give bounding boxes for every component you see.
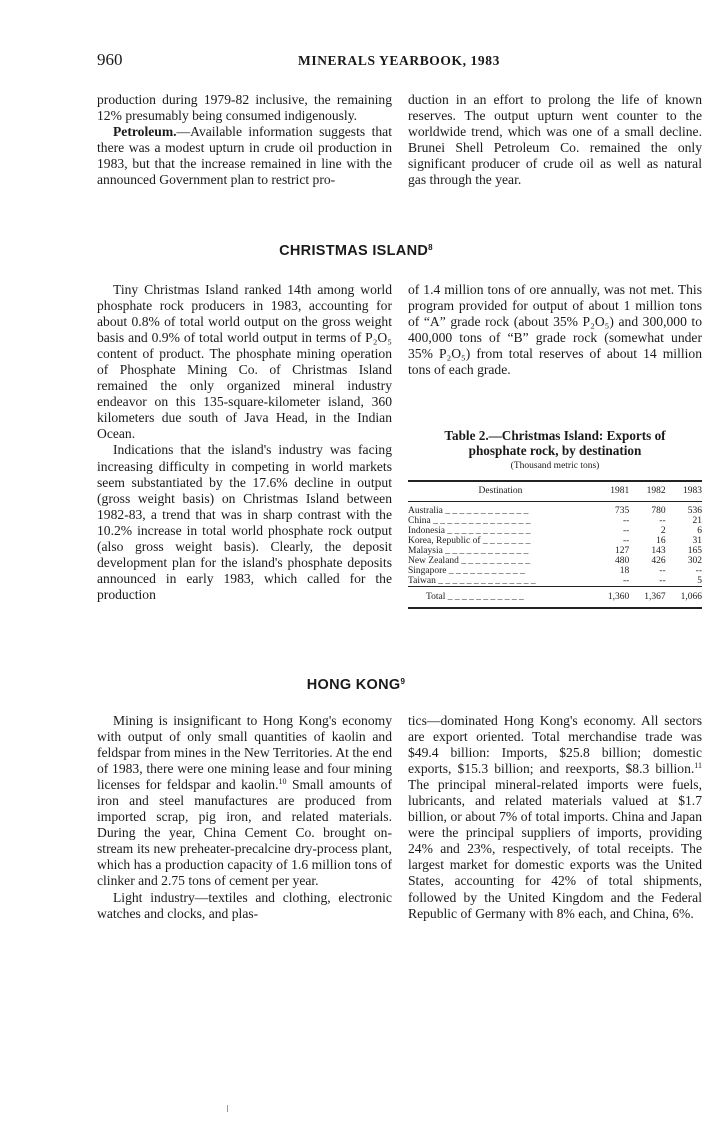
christmas-left-column bbox=[97, 282, 392, 603]
destination-cell: Taiwan _ _ _ _ _ _ _ _ _ _ _ _ _ _ bbox=[408, 576, 536, 586]
exports-table bbox=[408, 480, 702, 609]
destination-name: Australia bbox=[408, 506, 443, 516]
destination-name: New Zealand bbox=[408, 556, 459, 566]
destination-name: China bbox=[408, 516, 431, 526]
value-cell: 480 bbox=[615, 556, 630, 566]
paragraph: production during 1979-82 inclusive, the remaining 12% presumably being consumed indigenously. bbox=[97, 92, 392, 124]
value-cell: 536 bbox=[687, 506, 702, 516]
table-total-row bbox=[408, 587, 702, 609]
destination-cell: Korea, Republic of _ _ _ _ _ _ _ bbox=[408, 536, 531, 546]
total-label: Total bbox=[426, 592, 446, 602]
destination-name: Korea, Republic of bbox=[408, 536, 481, 546]
value-cell: 143 bbox=[651, 546, 666, 556]
paragraph bbox=[97, 124, 392, 188]
scan-mark bbox=[227, 1105, 228, 1112]
table-row bbox=[408, 536, 702, 546]
table-header-row bbox=[408, 481, 702, 502]
heading-text: HONG KONG bbox=[306, 677, 401, 693]
destination-cell: Indonesia _ _ _ _ _ _ _ _ _ _ _ _ bbox=[408, 526, 531, 536]
total-value: 1,066 bbox=[666, 587, 702, 609]
column-header: Destination bbox=[408, 481, 593, 502]
destination-name: Malaysia bbox=[408, 546, 443, 556]
table-row bbox=[408, 526, 702, 536]
column-header: 1981 bbox=[593, 481, 629, 502]
value-cell: 426 bbox=[651, 556, 666, 566]
footnote-ref: 8 bbox=[428, 243, 433, 252]
total-label-cell: Total _ _ _ _ _ _ _ _ _ _ _ bbox=[408, 587, 593, 609]
destination-name: Taiwan bbox=[408, 576, 436, 586]
section-heading-hong-kong bbox=[0, 677, 712, 693]
destination-cell: Australia _ _ _ _ _ _ _ _ _ _ _ _ bbox=[408, 506, 529, 516]
table-row bbox=[408, 502, 702, 517]
caption-line: phosphate rock, by destination bbox=[468, 443, 642, 458]
paragraph bbox=[97, 713, 392, 890]
paragraph: Light industry—textiles and clothing, electronic watches and clocks, and plas- bbox=[97, 889, 392, 921]
value-cell: -- bbox=[622, 536, 630, 546]
hongkong-right-column bbox=[408, 713, 702, 922]
caption-line: Table 2.—Christmas Island: Exports of bbox=[444, 428, 666, 443]
page-number: 960 bbox=[97, 50, 123, 69]
paragraph-text: —Available information suggests that there was a modest upturn in crude oil production in 1983, but that the increase remained in line with the announced Government plan to restrict pro- bbox=[97, 124, 392, 188]
paragraph-text: tics—dominated Hong Kong's economy. All sectors are export oriented. Total merchandise trade was $49.4 billion: Imports, $25.8 billion; domestic exports, $15.3 billion; and reexports, $8.3 billion. bbox=[408, 713, 702, 777]
paragraph bbox=[408, 713, 702, 922]
value-cell: -- bbox=[622, 526, 630, 536]
value-cell: 165 bbox=[687, 546, 702, 556]
column-header: 1982 bbox=[629, 481, 665, 502]
hongkong-left-column bbox=[97, 713, 392, 922]
paragraph: Tiny Christmas Island ranked 14th among world phosphate rock producers in 1983, accounting for about 0.8% of total world output on the gross weight basis and 0.9% of total world output in terms of P₂O₅ content of product. The phosphate mining operation of Phosphate Mining Co. of Christmas Island remained the only organized mineral industry endeavor on this 135-square-kilometer island, 360 kilometers due south of Java Head, in the Indian Ocean. bbox=[97, 282, 392, 442]
table-caption bbox=[408, 428, 702, 458]
value-cell: 2 bbox=[660, 526, 666, 536]
destination-cell: New Zealand _ _ _ _ _ _ _ _ _ _ bbox=[408, 556, 531, 566]
column-header: 1983 bbox=[666, 481, 702, 502]
paragraph: Indications that the island's industry was facing increasing difficulty in competing in world markets seem substantiated by the 17.6% decline in output (gross weight basis) on Christmas Island between 1982-83, a trend that was in sharp contrast with the 10.2% increase in total world phosphate rock output (also gross weight basis). Clearly, the deposit development plan for the island's phosphate deposits announced in early 1983, which called for the production bbox=[97, 442, 392, 602]
destination-cell: Malaysia _ _ _ _ _ _ _ _ _ _ _ _ bbox=[408, 546, 529, 556]
value-cell: 21 bbox=[692, 516, 702, 526]
table-unit: (Thousand metric tons) bbox=[510, 461, 600, 471]
paragraph: duction in an effort to prolong the life of known reserves. The output upturn went counter to the worldwide trend, which was one of a small decline. Brunei Shell Petroleum Co. remained the only significant producer of crude oil as well as natural gas through the year. bbox=[408, 92, 702, 188]
table-row bbox=[408, 566, 702, 576]
footnote-ref: 9 bbox=[400, 677, 406, 686]
value-cell: 5 bbox=[697, 576, 702, 586]
heading-text: CHRISTMAS ISLAND bbox=[279, 243, 429, 259]
footnote-ref: 11 bbox=[694, 761, 702, 771]
total-value: 1,360 bbox=[593, 587, 629, 609]
value-cell: 6 bbox=[697, 526, 702, 536]
destination-cell: China _ _ _ _ _ _ _ _ _ _ _ _ _ _ bbox=[408, 516, 531, 526]
value-cell: -- bbox=[659, 566, 666, 576]
paragraph-text: The principal mineral-related imports were fuels, lubricants, and related materials valued at $1.7 billion, or about 7% of total imports. China and Japan were the principal suppliers of imports, providing 24% and 23%, respectively, of total receipts. The largest market for domestic exports was the United States, accounting for 42% of total shipments, followed by the United Kingdom and the Federal Republic of Germany with 8% each, and China, 6%. bbox=[408, 777, 702, 921]
value-cell: 127 bbox=[615, 546, 630, 556]
top-left-column bbox=[97, 92, 392, 188]
value-cell: -- bbox=[622, 516, 630, 526]
destination-name: Indonesia bbox=[408, 526, 445, 536]
value-cell: 780 bbox=[651, 506, 666, 516]
value-cell: 16 bbox=[656, 536, 666, 546]
run-in-heading: Petroleum. bbox=[113, 124, 177, 140]
paragraph-text: Small amounts of iron and steel manufactures are produced from imported scrap, pig iron, and related materials. During the year, China Cement Co. brought on-stream its new preheater-precalcine dry-process plant, which has a production capacity of 1.6 million tons of clinker and 2.75 tons of cement per year. bbox=[97, 777, 393, 889]
section-heading-christmas-island bbox=[0, 243, 712, 259]
table-row bbox=[408, 516, 702, 526]
running-title: MINERALS YEARBOOK, 1983 bbox=[298, 53, 500, 68]
table-row bbox=[408, 556, 702, 566]
top-right-column bbox=[408, 92, 702, 188]
value-cell: 302 bbox=[687, 556, 702, 566]
value-cell: 18 bbox=[619, 566, 630, 576]
value-cell: -- bbox=[695, 566, 702, 576]
value-cell: 31 bbox=[692, 536, 702, 546]
value-cell: -- bbox=[659, 576, 666, 586]
table-row bbox=[408, 576, 702, 587]
value-cell: 735 bbox=[615, 506, 630, 516]
value-cell: -- bbox=[622, 576, 630, 586]
paragraph: of 1.4 million tons of ore annually, was not met. This program provided for output of about 1 million tons of “A” grade rock (about 35% P₂O₅) and 300,000 to 400,000 tons of “B” grade rock (somewhat under 35% P₂O₅) from total reserves of about 14 million tons of each grade. bbox=[408, 282, 702, 378]
paragraph-text: Mining is insignificant to Hong Kong's economy with output of only small quantities of kaolin and feldspar from mines in the New Territories. At the end of 1983, there were one mining lease and four mining licenses for feldspar and kaolin. bbox=[97, 713, 392, 793]
christmas-right-column bbox=[408, 282, 702, 378]
destination-cell: Singapore _ _ _ _ _ _ _ _ _ _ _ bbox=[408, 566, 525, 576]
table-row bbox=[408, 546, 702, 556]
page-header bbox=[97, 50, 701, 72]
value-cell: -- bbox=[659, 516, 666, 526]
destination-name: Singapore bbox=[408, 566, 447, 576]
total-value: 1,367 bbox=[629, 587, 665, 609]
footnote-ref: 10 bbox=[278, 777, 287, 787]
